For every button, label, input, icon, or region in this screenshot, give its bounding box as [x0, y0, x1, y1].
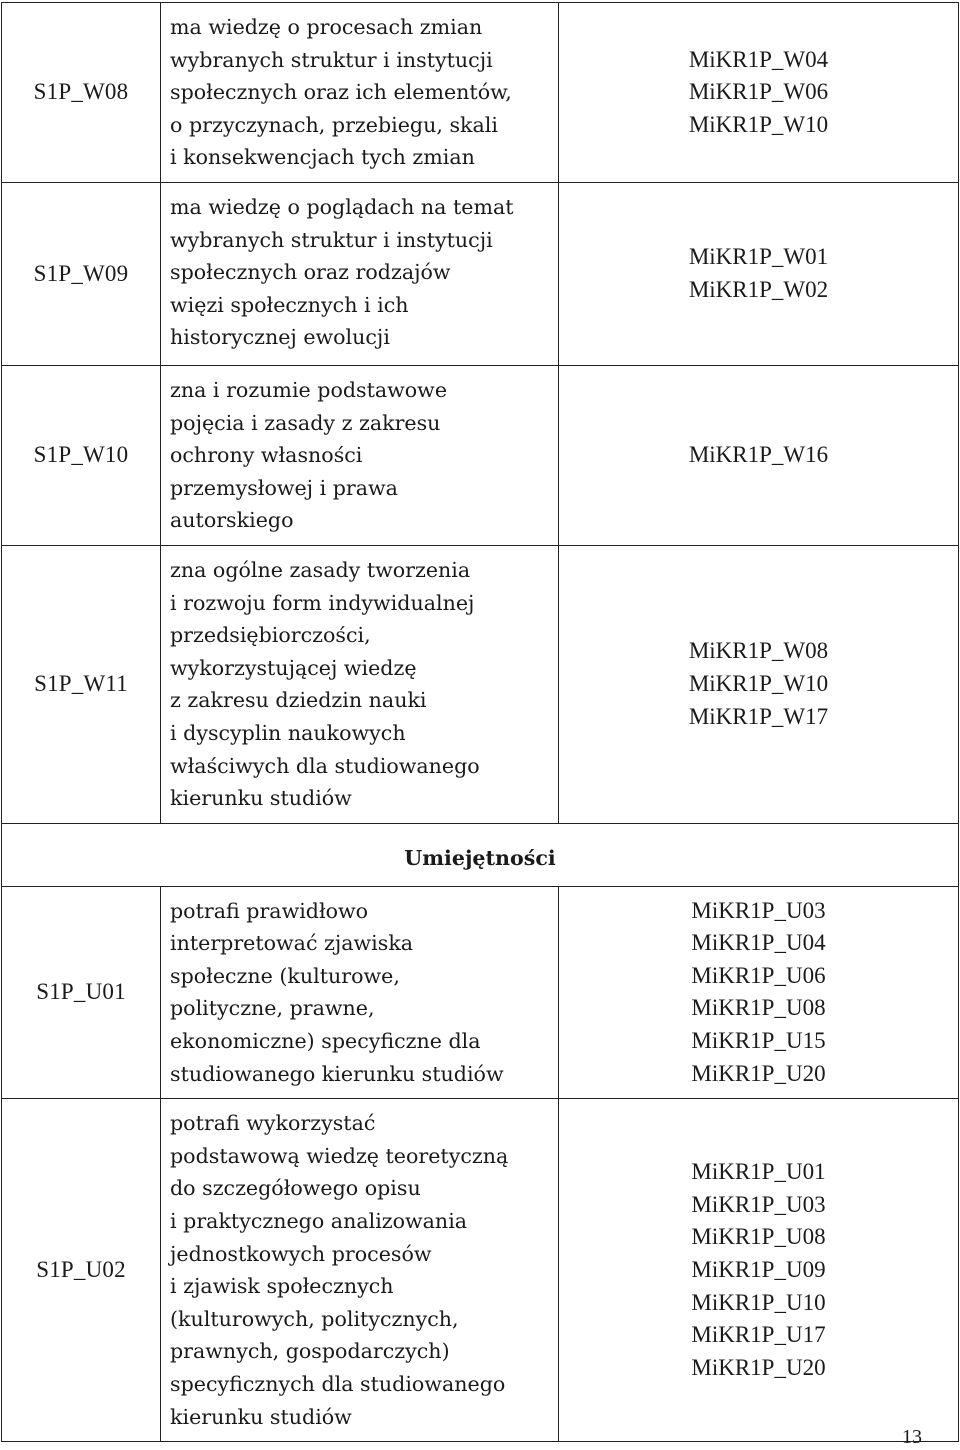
outcome-code: S1P_W08 — [2, 3, 161, 183]
outcome-refs: MiKR1P_U03 MiKR1P_U04 MiKR1P_U06 MiKR1P_U08 MiKR1P_U15 MiKR1P_U20 — [559, 886, 959, 1099]
outcome-refs: MiKR1P_W01 MiKR1P_W02 — [559, 182, 959, 365]
outcome-code: S1P_W11 — [2, 545, 161, 823]
page-number: 13 — [902, 1426, 922, 1448]
table-row — [2, 182, 959, 365]
table-row — [2, 1099, 959, 1442]
outcome-description: ma wiedzę o poglądach na temat wybranych struktur i instytucji społecznych oraz rodzajów więzi społecznych i ich historycznej ewolucji — [161, 182, 559, 365]
outcome-description: zna ogólne zasady tworzenia i rozwoju form indywidualnej przedsiębiorczości, wykorzystującej wiedzę z zakresu dziedzin nauki i dyscyplin naukowych właściwych dla studiowanego kierunku studiów — [161, 545, 559, 823]
outcome-code: S1P_U01 — [2, 886, 161, 1099]
outcome-description: potrafi prawidłowo interpretować zjawiska społeczne (kulturowe, polityczne, prawne, ekonomiczne) specyficzne dla studiowanego kierunku studiów — [161, 886, 559, 1099]
table-row — [2, 545, 959, 823]
outcome-refs: MiKR1P_W08 MiKR1P_W10 MiKR1P_W17 — [559, 545, 959, 823]
outcome-description: zna i rozumie podstawowe pojęcia i zasady z zakresu ochrony własności przemysłowej i prawa autorskiego — [161, 365, 559, 545]
outcome-refs: MiKR1P_W04 MiKR1P_W06 MiKR1P_W10 — [559, 3, 959, 183]
section-row — [2, 823, 959, 886]
table-row — [2, 886, 959, 1099]
learning-outcomes-table — [1, 2, 959, 1442]
outcome-refs: MiKR1P_W16 — [559, 365, 959, 545]
outcome-code: S1P_W09 — [2, 182, 161, 365]
table-row — [2, 3, 959, 183]
outcome-code: S1P_W10 — [2, 365, 161, 545]
table-row — [2, 365, 959, 545]
outcome-description: potrafi wykorzystać podstawową wiedzę teoretyczną do szczegółowego opisu i praktycznego analizowania jednostkowych procesów i zjawisk społecznych (kulturowych, politycznych, prawnych, gospodarczych) specyficznych dla studiowanego kierunku studiów — [161, 1099, 559, 1442]
outcome-code: S1P_U02 — [2, 1099, 161, 1442]
outcome-description: ma wiedzę o procesach zmian wybranych struktur i instytucji społecznych oraz ich elementów, o przyczynach, przebiegu, skali i konsekwencjach tych zmian — [161, 3, 559, 183]
outcome-refs: MiKR1P_U01 MiKR1P_U03 MiKR1P_U08 MiKR1P_U09 MiKR1P_U10 MiKR1P_U17 MiKR1P_U20 — [559, 1099, 959, 1442]
section-heading: Umiejętności — [2, 823, 959, 886]
